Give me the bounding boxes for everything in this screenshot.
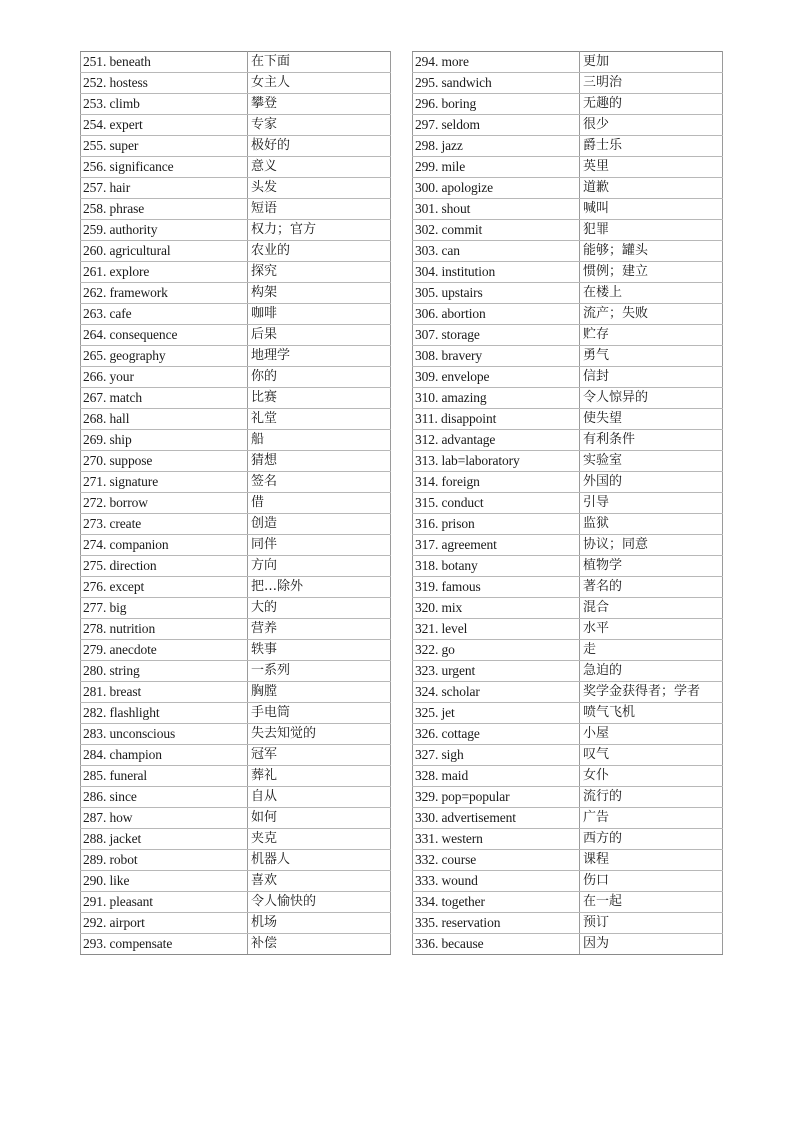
vocab-row	[413, 346, 723, 367]
english-word-cell: 265. geography	[81, 346, 248, 367]
chinese-meaning-cell: 一系列	[248, 661, 391, 682]
chinese-meaning-cell: 三明治	[580, 73, 723, 94]
english-word-cell: 267. match	[81, 388, 248, 409]
english-word-cell: 276. except	[81, 577, 248, 598]
english-word-cell: 316. prison	[413, 514, 580, 535]
chinese-meaning-cell: 后果	[248, 325, 391, 346]
english-word-cell: 321. level	[413, 619, 580, 640]
chinese-meaning-cell: 在下面	[248, 52, 391, 73]
english-word-cell: 329. pop=popular	[413, 787, 580, 808]
chinese-meaning-cell: 农业的	[248, 241, 391, 262]
vocab-row	[413, 682, 723, 703]
english-word-cell: 257. hair	[81, 178, 248, 199]
chinese-meaning-cell: 权力；官方	[248, 220, 391, 241]
chinese-meaning-cell: 喊叫	[580, 199, 723, 220]
english-word-cell: 295. sandwich	[413, 73, 580, 94]
english-word-cell: 286. since	[81, 787, 248, 808]
chinese-meaning-cell: 西方的	[580, 829, 723, 850]
vocab-row	[413, 598, 723, 619]
vocab-row	[413, 850, 723, 871]
chinese-meaning-cell: 专家	[248, 115, 391, 136]
chinese-meaning-cell: 爵士乐	[580, 136, 723, 157]
chinese-meaning-cell: 著名的	[580, 577, 723, 598]
chinese-meaning-cell: 课程	[580, 850, 723, 871]
chinese-meaning-cell: 营养	[248, 619, 391, 640]
vocab-row	[413, 934, 723, 955]
english-word-cell: 277. big	[81, 598, 248, 619]
chinese-meaning-cell: 伤口	[580, 871, 723, 892]
vocab-row	[413, 451, 723, 472]
vocab-table-right	[412, 51, 723, 955]
vocab-row	[413, 94, 723, 115]
english-word-cell: 288. jacket	[81, 829, 248, 850]
english-word-cell: 306. abortion	[413, 304, 580, 325]
vocab-row	[413, 430, 723, 451]
vocab-row	[413, 136, 723, 157]
english-word-cell: 256. significance	[81, 157, 248, 178]
english-word-cell: 270. suppose	[81, 451, 248, 472]
chinese-meaning-cell: 机器人	[248, 850, 391, 871]
chinese-meaning-cell: 在一起	[580, 892, 723, 913]
vocab-row	[413, 409, 723, 430]
vocab-row	[413, 178, 723, 199]
chinese-meaning-cell: 签名	[248, 472, 391, 493]
chinese-meaning-cell: 冠军	[248, 745, 391, 766]
english-word-cell: 325. jet	[413, 703, 580, 724]
english-word-cell: 258. phrase	[81, 199, 248, 220]
vocab-row	[81, 262, 391, 283]
english-word-cell: 317. agreement	[413, 535, 580, 556]
chinese-meaning-cell: 能够；罐头	[580, 241, 723, 262]
vocab-row	[81, 241, 391, 262]
vocab-row	[413, 283, 723, 304]
english-word-cell: 298. jazz	[413, 136, 580, 157]
english-word-cell: 320. mix	[413, 598, 580, 619]
chinese-meaning-cell: 如何	[248, 808, 391, 829]
chinese-meaning-cell: 自从	[248, 787, 391, 808]
vocab-row	[81, 220, 391, 241]
english-word-cell: 287. how	[81, 808, 248, 829]
vocab-row	[413, 472, 723, 493]
vocab-table-left	[80, 51, 391, 955]
chinese-meaning-cell: 补偿	[248, 934, 391, 955]
vocab-row	[81, 94, 391, 115]
english-word-cell: 290. like	[81, 871, 248, 892]
vocab-row	[413, 157, 723, 178]
english-word-cell: 289. robot	[81, 850, 248, 871]
english-word-cell: 273. create	[81, 514, 248, 535]
english-word-cell: 272. borrow	[81, 493, 248, 514]
english-word-cell: 314. foreign	[413, 472, 580, 493]
vocab-row	[413, 577, 723, 598]
english-word-cell: 284. champion	[81, 745, 248, 766]
chinese-meaning-cell: 混合	[580, 598, 723, 619]
english-word-cell: 254. expert	[81, 115, 248, 136]
english-word-cell: 309. envelope	[413, 367, 580, 388]
chinese-meaning-cell: 走	[580, 640, 723, 661]
chinese-meaning-cell: 在楼上	[580, 283, 723, 304]
english-word-cell: 268. hall	[81, 409, 248, 430]
chinese-meaning-cell: 令人惊异的	[580, 388, 723, 409]
english-word-cell: 311. disappoint	[413, 409, 580, 430]
english-word-cell: 326. cottage	[413, 724, 580, 745]
chinese-meaning-cell: 使失望	[580, 409, 723, 430]
vocab-row	[81, 409, 391, 430]
english-word-cell: 310. amazing	[413, 388, 580, 409]
english-word-cell: 328. maid	[413, 766, 580, 787]
english-word-cell: 301. shout	[413, 199, 580, 220]
chinese-meaning-cell: 攀登	[248, 94, 391, 115]
chinese-meaning-cell: 无趣的	[580, 94, 723, 115]
vocab-row	[413, 724, 723, 745]
english-word-cell: 255. super	[81, 136, 248, 157]
english-word-cell: 261. explore	[81, 262, 248, 283]
english-word-cell: 280. string	[81, 661, 248, 682]
chinese-meaning-cell: 短语	[248, 199, 391, 220]
chinese-meaning-cell: 信封	[580, 367, 723, 388]
chinese-meaning-cell: 轶事	[248, 640, 391, 661]
vocab-row	[81, 556, 391, 577]
vocab-row	[413, 619, 723, 640]
vocab-row	[413, 367, 723, 388]
chinese-meaning-cell: 你的	[248, 367, 391, 388]
chinese-meaning-cell: 咖啡	[248, 304, 391, 325]
english-word-cell: 278. nutrition	[81, 619, 248, 640]
vocab-row	[81, 325, 391, 346]
vocab-row	[81, 829, 391, 850]
english-word-cell: 291. pleasant	[81, 892, 248, 913]
vocab-table-right-body	[413, 52, 723, 955]
vocab-row	[81, 640, 391, 661]
english-word-cell: 327. sigh	[413, 745, 580, 766]
vocab-table-left-body	[81, 52, 391, 955]
english-word-cell: 312. advantage	[413, 430, 580, 451]
vocab-row	[413, 514, 723, 535]
chinese-meaning-cell: 很少	[580, 115, 723, 136]
chinese-meaning-cell: 道歉	[580, 178, 723, 199]
vocab-row	[81, 178, 391, 199]
english-word-cell: 260. agricultural	[81, 241, 248, 262]
vocab-row	[81, 514, 391, 535]
vocab-row	[81, 619, 391, 640]
vocab-row	[81, 346, 391, 367]
vocab-row	[81, 199, 391, 220]
chinese-meaning-cell: 英里	[580, 157, 723, 178]
english-word-cell: 335. reservation	[413, 913, 580, 934]
chinese-meaning-cell: 探究	[248, 262, 391, 283]
vocab-row	[413, 808, 723, 829]
vocab-row	[81, 157, 391, 178]
vocab-row	[413, 388, 723, 409]
english-word-cell: 296. boring	[413, 94, 580, 115]
vocab-row	[413, 52, 723, 73]
chinese-meaning-cell: 小屋	[580, 724, 723, 745]
vocab-row	[81, 703, 391, 724]
vocab-row	[413, 199, 723, 220]
english-word-cell: 332. course	[413, 850, 580, 871]
english-word-cell: 271. signature	[81, 472, 248, 493]
vocab-row	[81, 136, 391, 157]
vocab-row	[413, 787, 723, 808]
english-word-cell: 300. apologize	[413, 178, 580, 199]
english-word-cell: 293. compensate	[81, 934, 248, 955]
vocab-row	[81, 115, 391, 136]
chinese-meaning-cell: 地理学	[248, 346, 391, 367]
vocab-row	[81, 283, 391, 304]
chinese-meaning-cell: 奖学金获得者；学者	[580, 682, 723, 703]
vocab-row	[413, 745, 723, 766]
chinese-meaning-cell: 失去知觉的	[248, 724, 391, 745]
vocab-row	[413, 325, 723, 346]
english-word-cell: 283. unconscious	[81, 724, 248, 745]
chinese-meaning-cell: 头发	[248, 178, 391, 199]
english-word-cell: 333. wound	[413, 871, 580, 892]
vocab-row	[81, 535, 391, 556]
english-word-cell: 281. breast	[81, 682, 248, 703]
chinese-meaning-cell: 流产；失败	[580, 304, 723, 325]
chinese-meaning-cell: 手电筒	[248, 703, 391, 724]
vocab-row	[81, 661, 391, 682]
english-word-cell: 330. advertisement	[413, 808, 580, 829]
vocab-row	[413, 703, 723, 724]
chinese-meaning-cell: 引导	[580, 493, 723, 514]
english-word-cell: 297. seldom	[413, 115, 580, 136]
chinese-meaning-cell: 把…除外	[248, 577, 391, 598]
english-word-cell: 307. storage	[413, 325, 580, 346]
chinese-meaning-cell: 船	[248, 430, 391, 451]
vocab-row	[81, 934, 391, 955]
vocab-row	[81, 52, 391, 73]
chinese-meaning-cell: 喷气飞机	[580, 703, 723, 724]
chinese-meaning-cell: 外国的	[580, 472, 723, 493]
english-word-cell: 305. upstairs	[413, 283, 580, 304]
english-word-cell: 274. companion	[81, 535, 248, 556]
english-word-cell: 292. airport	[81, 913, 248, 934]
chinese-meaning-cell: 勇气	[580, 346, 723, 367]
chinese-meaning-cell: 叹气	[580, 745, 723, 766]
english-word-cell: 294. more	[413, 52, 580, 73]
vocab-row	[413, 661, 723, 682]
chinese-meaning-cell: 创造	[248, 514, 391, 535]
chinese-meaning-cell: 夹克	[248, 829, 391, 850]
vocab-row	[81, 682, 391, 703]
chinese-meaning-cell: 葬礼	[248, 766, 391, 787]
vocab-row	[81, 388, 391, 409]
chinese-meaning-cell: 比赛	[248, 388, 391, 409]
vocab-row	[413, 73, 723, 94]
english-word-cell: 279. anecdote	[81, 640, 248, 661]
english-word-cell: 331. western	[413, 829, 580, 850]
chinese-meaning-cell: 极好的	[248, 136, 391, 157]
chinese-meaning-cell: 方向	[248, 556, 391, 577]
chinese-meaning-cell: 同伴	[248, 535, 391, 556]
vocab-row	[81, 808, 391, 829]
english-word-cell: 252. hostess	[81, 73, 248, 94]
vocab-row	[413, 535, 723, 556]
vocab-row	[413, 493, 723, 514]
vocab-row	[81, 73, 391, 94]
chinese-meaning-cell: 惯例；建立	[580, 262, 723, 283]
vocab-row	[413, 640, 723, 661]
chinese-meaning-cell: 猜想	[248, 451, 391, 472]
vocab-row	[81, 787, 391, 808]
english-word-cell: 315. conduct	[413, 493, 580, 514]
chinese-meaning-cell: 女主人	[248, 73, 391, 94]
chinese-meaning-cell: 女仆	[580, 766, 723, 787]
chinese-meaning-cell: 喜欢	[248, 871, 391, 892]
chinese-meaning-cell: 更加	[580, 52, 723, 73]
english-word-cell: 269. ship	[81, 430, 248, 451]
vocab-row	[413, 913, 723, 934]
english-word-cell: 299. mile	[413, 157, 580, 178]
vocab-row	[81, 451, 391, 472]
english-word-cell: 323. urgent	[413, 661, 580, 682]
chinese-meaning-cell: 贮存	[580, 325, 723, 346]
english-word-cell: 253. climb	[81, 94, 248, 115]
english-word-cell: 275. direction	[81, 556, 248, 577]
vocab-row	[81, 745, 391, 766]
english-word-cell: 324. scholar	[413, 682, 580, 703]
chinese-meaning-cell: 胸膛	[248, 682, 391, 703]
vocab-row	[413, 871, 723, 892]
english-word-cell: 285. funeral	[81, 766, 248, 787]
english-word-cell: 264. consequence	[81, 325, 248, 346]
vocab-row	[413, 766, 723, 787]
chinese-meaning-cell: 意义	[248, 157, 391, 178]
chinese-meaning-cell: 广告	[580, 808, 723, 829]
chinese-meaning-cell: 构架	[248, 283, 391, 304]
chinese-meaning-cell: 协议；同意	[580, 535, 723, 556]
english-word-cell: 334. together	[413, 892, 580, 913]
english-word-cell: 336. because	[413, 934, 580, 955]
chinese-meaning-cell: 大的	[248, 598, 391, 619]
vocab-row	[413, 892, 723, 913]
english-word-cell: 263. cafe	[81, 304, 248, 325]
chinese-meaning-cell: 实验室	[580, 451, 723, 472]
vocab-row	[413, 829, 723, 850]
chinese-meaning-cell: 礼堂	[248, 409, 391, 430]
chinese-meaning-cell: 有利条件	[580, 430, 723, 451]
english-word-cell: 262. framework	[81, 283, 248, 304]
chinese-meaning-cell: 令人愉快的	[248, 892, 391, 913]
vocab-row	[81, 871, 391, 892]
vocab-row	[81, 430, 391, 451]
vocab-row	[81, 367, 391, 388]
vocab-row	[81, 892, 391, 913]
english-word-cell: 319. famous	[413, 577, 580, 598]
chinese-meaning-cell: 监狱	[580, 514, 723, 535]
vocab-row	[413, 115, 723, 136]
vocab-row	[81, 724, 391, 745]
chinese-meaning-cell: 机场	[248, 913, 391, 934]
english-word-cell: 303. can	[413, 241, 580, 262]
vocab-row	[81, 913, 391, 934]
english-word-cell: 308. bravery	[413, 346, 580, 367]
chinese-meaning-cell: 急迫的	[580, 661, 723, 682]
vocab-row	[413, 304, 723, 325]
vocab-row	[81, 493, 391, 514]
english-word-cell: 318. botany	[413, 556, 580, 577]
english-word-cell: 259. authority	[81, 220, 248, 241]
chinese-meaning-cell: 借	[248, 493, 391, 514]
vocab-row	[81, 598, 391, 619]
english-word-cell: 304. institution	[413, 262, 580, 283]
chinese-meaning-cell: 犯罪	[580, 220, 723, 241]
vocab-row	[81, 850, 391, 871]
vocab-row	[413, 220, 723, 241]
english-word-cell: 322. go	[413, 640, 580, 661]
chinese-meaning-cell: 流行的	[580, 787, 723, 808]
chinese-meaning-cell: 预订	[580, 913, 723, 934]
chinese-meaning-cell: 水平	[580, 619, 723, 640]
vocab-row	[413, 556, 723, 577]
vocab-row	[81, 577, 391, 598]
vocab-row	[81, 472, 391, 493]
english-word-cell: 302. commit	[413, 220, 580, 241]
english-word-cell: 266. your	[81, 367, 248, 388]
english-word-cell: 251. beneath	[81, 52, 248, 73]
vocab-row	[413, 241, 723, 262]
chinese-meaning-cell: 植物学	[580, 556, 723, 577]
chinese-meaning-cell: 因为	[580, 934, 723, 955]
vocab-row	[81, 766, 391, 787]
vocab-row	[413, 262, 723, 283]
english-word-cell: 282. flashlight	[81, 703, 248, 724]
vocab-row	[81, 304, 391, 325]
english-word-cell: 313. lab=laboratory	[413, 451, 580, 472]
